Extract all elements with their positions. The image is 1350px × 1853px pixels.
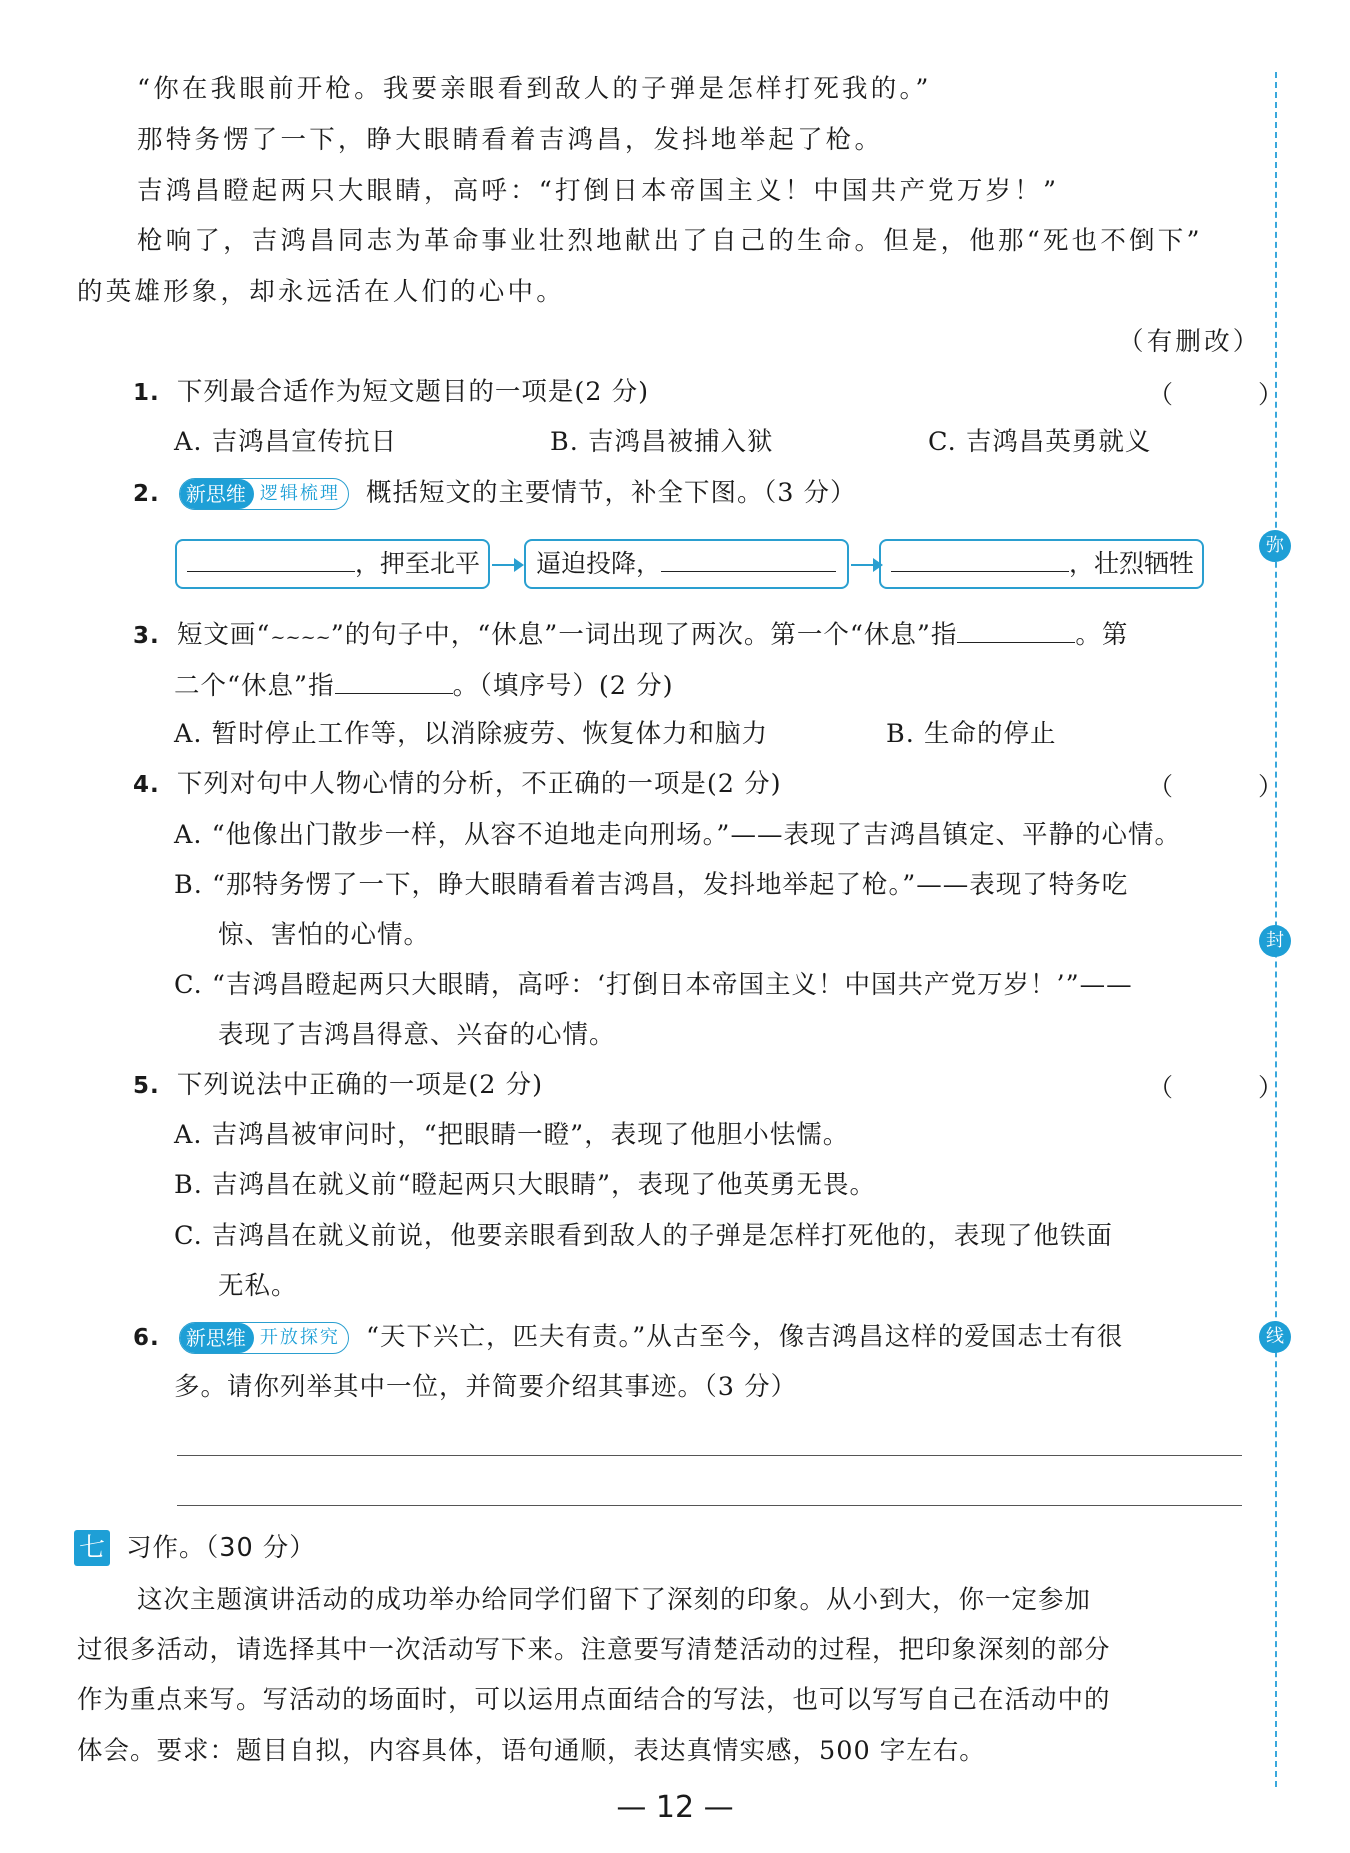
fill-blank-3[interactable] xyxy=(891,545,1069,572)
question-text: 下列对句中人物心情的分析，不正确的一项是(2 分) xyxy=(176,769,782,799)
essay-prompt-line-4: 体会。要求：题目自拟，内容具体，语句通顺，表达真情实感，500 字左右。 xyxy=(77,1736,986,1766)
q4-option-c-1: C. “吉鸿昌瞪起两只大眼睛，高呼：‘打倒日本帝国主义！中国共产党万岁！’”—— xyxy=(174,970,1133,1000)
fill-blank-q3-1[interactable] xyxy=(957,616,1075,643)
q4-option-a: A. “他像出门散步一样，从容不迫地走向刑场。”——表现了吉鸿昌镇定、平静的心情。 xyxy=(174,820,1181,850)
question-3-line-2 xyxy=(174,667,674,703)
question-6-line-2: 多。请你列举其中一位，并简要介绍其事迹。（3 分） xyxy=(174,1372,798,1402)
answer-paren-5[interactable]: （ ） xyxy=(1148,1073,1314,1102)
q3-option-a: A. 暂时停止工作等，以消除疲劳、恢复体力和脑力 xyxy=(174,719,769,749)
flow-arrow-1 xyxy=(490,553,526,577)
q5-option-a: A. 吉鸿昌被审问时，“把眼睛一瞪”，表现了他胆小怯懦。 xyxy=(174,1120,850,1150)
tag-main: 新思维 xyxy=(180,479,254,509)
q3-text-b: ”的句子中，“休息”一词出现了两次。第一个“休息”指 xyxy=(330,620,958,650)
fill-blank-2[interactable] xyxy=(661,545,836,572)
story-line-1: “你在我眼前开枪。我要亲眼看到敌人的子弹是怎样打死我的。” xyxy=(137,74,932,104)
question-4 xyxy=(133,767,782,802)
answer-paren-1[interactable]: （ ） xyxy=(1148,380,1314,409)
q4-option-c-2: 表现了吉鸿昌得意、兴奋的心情。 xyxy=(218,1020,616,1050)
question-3-line-1 xyxy=(133,616,1128,655)
section-title: 习作。（30 分） xyxy=(126,1533,316,1563)
answer-paren-4[interactable]: （ ） xyxy=(1148,772,1314,801)
question-number: 6. xyxy=(133,1325,160,1351)
q4-option-b-1: B. “那特务愣了一下，睁大眼睛看着吉鸿昌，发抖地举起了枪。”——表现了特务吃 xyxy=(174,870,1129,900)
q1-option-c: C. 吉鸿昌英勇就义 xyxy=(928,427,1152,457)
flow-box-1 xyxy=(175,539,490,589)
essay-prompt-line-1: 这次主题演讲活动的成功举办给同学们留下了深刻的印象。从小到大，你一定参加 xyxy=(137,1585,1092,1615)
question-number: 2. xyxy=(133,481,160,507)
flow-text-1: ，押至北平 xyxy=(355,549,481,578)
question-1 xyxy=(133,375,649,410)
fill-blank-1[interactable] xyxy=(187,545,355,572)
question-number: 4. xyxy=(133,772,160,798)
story-line-2: 那特务愣了一下，睁大眼睛看着吉鸿昌，发抖地举起了枪。 xyxy=(137,125,884,155)
question-text: 下列最合适作为短文题目的一项是(2 分) xyxy=(176,377,650,407)
tag-sub: 开放探究 xyxy=(259,1327,340,1348)
q3-text-c: 。第 xyxy=(1075,620,1129,650)
question-6-line-1 xyxy=(133,1320,1123,1355)
answer-line-2[interactable] xyxy=(177,1505,1242,1506)
q5-option-b: B. 吉鸿昌在就义前“瞪起两只大眼睛”，表现了他英勇无畏。 xyxy=(174,1170,877,1200)
q5-option-c-1: C. 吉鸿昌在就义前说，他要亲眼看到敌人的子弹是怎样打死他的，表现了他铁面 xyxy=(174,1221,1113,1251)
tag-sub: 逻辑梳理 xyxy=(259,483,340,504)
question-5 xyxy=(133,1068,543,1103)
seal-mark-2: 封 xyxy=(1259,925,1291,957)
question-number: 1. xyxy=(133,380,160,406)
tag-main: 新思维 xyxy=(180,1323,254,1353)
flow-text-3: ，壮烈牺牲 xyxy=(1069,549,1195,578)
story-line-4: 枪响了，吉鸿昌同志为革命事业壮烈地献出了自己的生命。但是，他那“死也不倒下” xyxy=(137,226,1203,256)
source-note: （有删改） xyxy=(1118,327,1262,357)
story-line-5: 的英雄形象，却永远活在人们的心中。 xyxy=(77,277,565,307)
question-text: 下列说法中正确的一项是(2 分) xyxy=(176,1070,544,1100)
question-2 xyxy=(133,476,857,511)
flow-box-3 xyxy=(879,539,1204,589)
q3-option-b: B. 生命的停止 xyxy=(886,719,1057,749)
flow-text-2: 逼迫投降， xyxy=(536,549,662,578)
fill-blank-q3-2[interactable] xyxy=(335,667,453,694)
q1-option-b: B. 吉鸿昌被捕入狱 xyxy=(550,427,774,457)
new-thinking-tag xyxy=(179,478,349,510)
section-badge: 七 xyxy=(74,1530,110,1566)
seal-mark-3: 线 xyxy=(1259,1321,1291,1353)
q1-option-a: A. 吉鸿昌宣传抗日 xyxy=(174,427,398,457)
answer-line-1[interactable] xyxy=(177,1455,1242,1456)
wavy-mark: ~~~~ xyxy=(270,627,331,648)
essay-prompt-line-3: 作为重点来写。写活动的场面时，可以运用点面结合的写法，也可以写写自己在活动中的 xyxy=(77,1685,1111,1715)
flow-box-2 xyxy=(524,539,849,589)
essay-prompt-line-2: 过很多活动，请选择其中一次活动写下来。注意要写清楚活动的过程，把印象深刻的部分 xyxy=(77,1635,1111,1665)
new-thinking-tag xyxy=(179,1322,349,1354)
page-number: — 12 — xyxy=(616,1790,734,1825)
story-line-3: 吉鸿昌瞪起两只大眼睛，高呼：“打倒日本帝国主义！中国共产党万岁！” xyxy=(137,176,1060,206)
seal-mark-1: 弥 xyxy=(1259,530,1291,562)
q3-text-d: 二个“休息”指 xyxy=(174,671,335,701)
q5-option-c-2: 无私。 xyxy=(218,1271,298,1301)
q3-text-a: 短文画“ xyxy=(176,620,271,650)
question-number: 5. xyxy=(133,1073,160,1099)
question-number: 3. xyxy=(133,623,160,649)
q4-option-b-2: 惊、害怕的心情。 xyxy=(218,920,431,950)
question-text: 概括短文的主要情节，补全下图。（3 分） xyxy=(365,478,857,508)
q3-text-e: 。（填序号）(2 分) xyxy=(452,671,674,701)
question-text: “天下兴亡，匹夫有责。”从古至今，像吉鸿昌这样的爱国志士有很 xyxy=(365,1322,1124,1352)
